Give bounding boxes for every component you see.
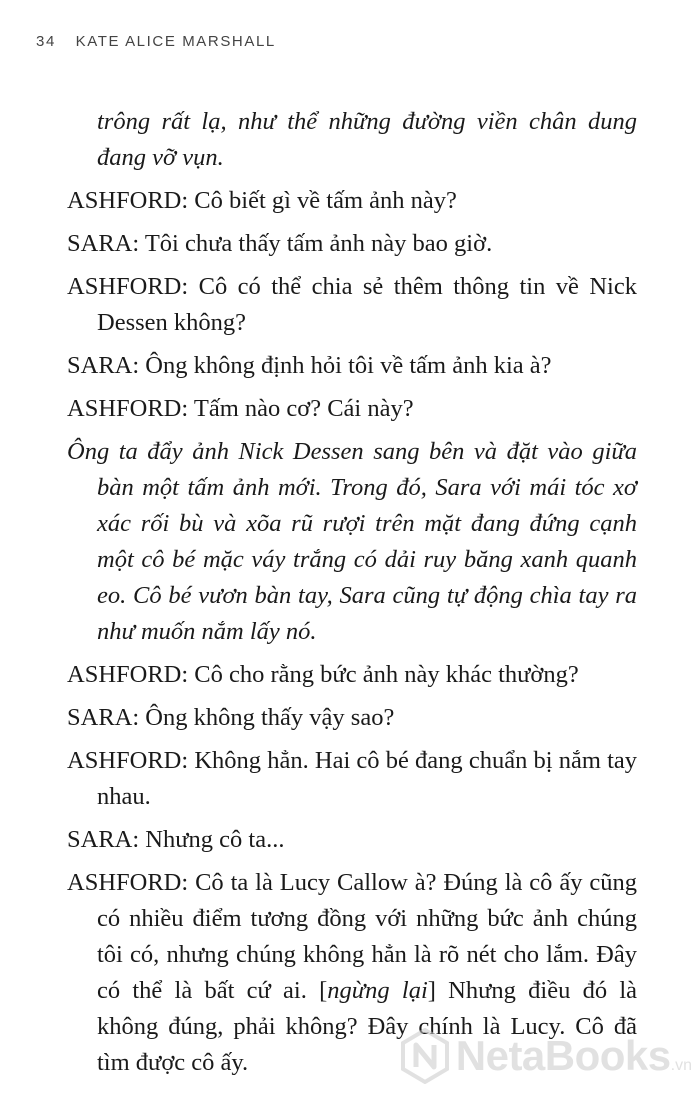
- watermark-suffix: .vn: [670, 1057, 692, 1074]
- dialogue-line: SARA: Ông không thấy vậy sao?: [67, 704, 395, 731]
- stage-direction-inline: ngừng lại: [327, 977, 428, 1004]
- stage-direction: Ông ta đẩy ảnh Nick Dessen sang bên và đặt vào giữa bàn một tấm ảnh mới. Trong đó, Sara với mái tóc xơ xác rối bù và xõa rũ rượi trên mặt đang đứng cạnh một cô bé mặc váy trắng có dải ruy băng xanh quanh eo. Cô bé vươn bàn tay, Sara cũng tự động chìa tay ra như muốn nắm lấy nó.: [67, 438, 637, 645]
- netabooks-logo-icon: [400, 1028, 450, 1084]
- watermark-brand: NetaBooks: [455, 1032, 671, 1079]
- dialogue-line: SARA: Tôi chưa thấy tấm ảnh này bao giờ.: [67, 230, 493, 257]
- page-body: [67, 104, 637, 1088]
- watermark-text: [455, 1032, 692, 1079]
- dialogue-line: ASHFORD: Không hẳn. Hai cô bé đang chuẩn bị nắm tay nhau.: [67, 747, 637, 810]
- dialogue-line: ASHFORD: Cô cho rằng bức ảnh này khác thường?: [67, 661, 579, 688]
- dialogue-line: SARA: Nhưng cô ta...: [67, 826, 285, 853]
- dialogue-line: ASHFORD: Cô có thể chia sẻ thêm thông tin về Nick Dessen không?: [67, 273, 637, 336]
- dialogue-text: ] Nhưng điều đó là không đúng, phải không? Đây chính là Lucy. Cô đã tìm được cô ấy.: [97, 977, 637, 1076]
- running-head: [36, 33, 276, 50]
- dialogue-line: ASHFORD: Cô biết gì về tấm ảnh này?: [67, 187, 457, 214]
- dialogue-line: ASHFORD: Tấm nào cơ? Cái này?: [67, 395, 414, 422]
- watermark: [400, 1028, 692, 1084]
- paragraph-continued: trông rất lạ, như thể những đường viền chân dung đang vỡ vụn.: [97, 108, 637, 171]
- author-name: KATE ALICE MARSHALL: [75, 33, 276, 50]
- dialogue-line: SARA: Ông không định hỏi tôi về tấm ảnh kia à?: [67, 352, 552, 379]
- dialogue-text: ASHFORD: Cô ta là Lucy Callow à? Đúng là cô ấy cũng có nhiều điểm tương đồng với những bức ảnh chúng tôi có, nhưng chúng không hẳn là rõ nét cho lắm. Đây có thể là bất cứ ai. [: [67, 869, 637, 1004]
- page-number: 34: [36, 33, 56, 50]
